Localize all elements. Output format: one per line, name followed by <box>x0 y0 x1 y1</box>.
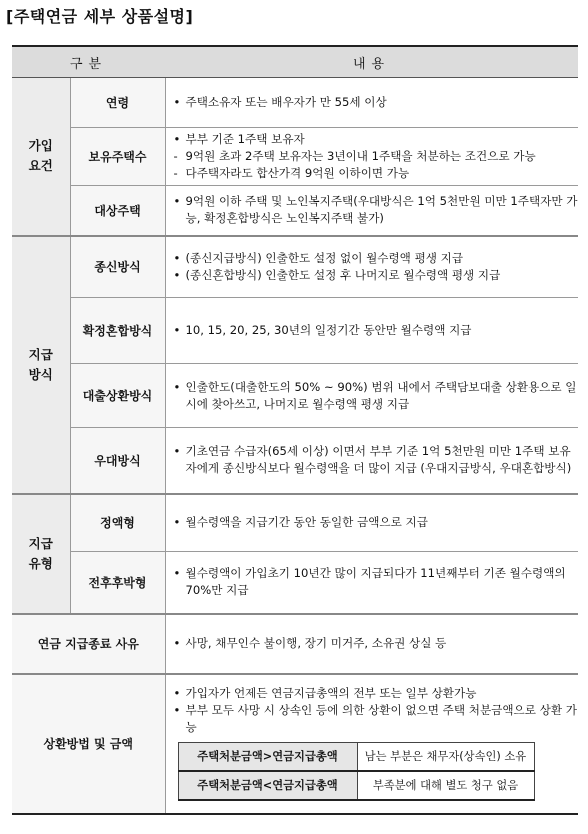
row-label-target-house: 대상주택 <box>70 186 165 236</box>
category-label: 가입 <box>28 138 53 154</box>
bullet-item: • (종신지급방식) 인출한도 설정 없이 월수령액 평생 지급 <box>172 250 579 267</box>
dash-item: - 다주택자라도 합산가격 9억원 이하이면 가능 <box>172 165 579 182</box>
bullet-item: • 9억원 이하 주택 및 노인복지주택(우대방식은 1억 5천만원 미만 1주택자만 가능, 확정혼합방식은 노인복지주택 불가) <box>172 193 579 227</box>
row-label-house-count: 보유주택수 <box>70 128 165 186</box>
comparison-value: 남는 부분은 채무자(상속인) 소유 <box>357 742 534 771</box>
row-content-repayment <box>165 674 578 814</box>
page-title: [주택연금 세부 상품설명] <box>6 7 194 26</box>
category-label: 유형 <box>28 555 53 571</box>
table-row <box>12 236 578 298</box>
row-content-preferential <box>165 428 578 494</box>
bullet-item: • 사망, 채무인수 불이행, 장기 미거주, 소유권 상실 등 <box>172 635 579 652</box>
bullet-item: • 부부 모두 사망 시 상속인 등에 의한 상환이 없으면 주택 처분금액으로 상환 가능 <box>172 702 579 736</box>
row-content-house-count <box>165 128 578 186</box>
header-content: 내용 <box>165 46 578 78</box>
comparison-key: 주택처분금액>연금지급총액 <box>178 742 357 771</box>
row-label-repayment: 상환방법 및 금액 <box>12 674 165 814</box>
table-row <box>178 742 534 771</box>
row-content-front-loaded <box>165 552 578 614</box>
category-payment-type <box>12 494 70 614</box>
bullet-item: • 주택소유자 또는 배우자가 만 55세 이상 <box>172 94 579 111</box>
category-label: 방식 <box>28 366 53 382</box>
table-row <box>12 364 578 428</box>
bullet-item: • (종신혼합방식) 인출한도 설정 후 나머지로 월수령액 평생 지급 <box>172 267 579 284</box>
table-row <box>12 298 578 364</box>
bullet-item: • 월수령액을 지급기간 동안 동일한 금액으로 지급 <box>172 514 579 531</box>
table-row <box>12 614 578 674</box>
table-row <box>12 494 578 552</box>
dash-item: - 9억원 초과 2주택 보유자는 3년이내 1주택을 처분하는 조건으로 가능 <box>172 148 579 165</box>
row-content-termination <box>165 614 578 674</box>
category-label: 요건 <box>28 158 53 174</box>
category-label: 지급 <box>28 535 53 551</box>
row-label-age: 연령 <box>70 78 165 128</box>
bullet-item: • 인출한도(대출한도의 50% ~ 90%) 범위 내에서 주택담보대출 상환용으로 일시에 찾아쓰고, 나머지로 월수령액 평생 지급 <box>172 379 579 413</box>
row-label-front-loaded: 전후후박형 <box>70 552 165 614</box>
row-label-fixed-mixed: 확정혼합방식 <box>70 298 165 364</box>
bullet-item: • 기초연금 수급자(65세 이상) 이면서 부부 기준 1억 5천만원 미만 1주택 보유자에게 종신방식보다 월수령액을 더 많이 지급 (우대지급방식, 우대혼합방식) <box>172 443 579 477</box>
category-eligibility <box>12 78 70 236</box>
category-label: 지급 <box>28 346 53 362</box>
table-header-row <box>12 46 578 78</box>
row-content-age <box>165 78 578 128</box>
table-row <box>12 674 578 814</box>
row-label-lifetime: 종신방식 <box>70 236 165 298</box>
row-content-fixed-mixed <box>165 298 578 364</box>
row-content-fixed-amount <box>165 494 578 552</box>
category-payment-method <box>12 236 70 494</box>
comparison-key: 주택처분금액<연금지급총액 <box>178 771 357 800</box>
bullet-item: • 10, 15, 20, 25, 30년의 일정기간 동안만 월수령액 지급 <box>172 322 579 339</box>
table-row <box>12 428 578 494</box>
row-content-loan-repayment <box>165 364 578 428</box>
comparison-value: 부족분에 대해 별도 청구 없음 <box>357 771 534 800</box>
table-row <box>12 78 578 128</box>
row-content-lifetime <box>165 236 578 298</box>
row-label-fixed-amount: 정액형 <box>70 494 165 552</box>
row-label-loan-repayment: 대출상환방식 <box>70 364 165 428</box>
bullet-item: • 가입자가 언제든 연금지급총액의 전부 또는 일부 상환가능 <box>172 685 579 702</box>
table-row <box>12 128 578 186</box>
header-category: 구분 <box>12 46 165 78</box>
row-label-preferential: 우대방식 <box>70 428 165 494</box>
row-content-target-house <box>165 186 578 236</box>
bullet-item: • 월수령액이 가입초기 10년간 많이 지급되다가 11년째부터 기존 월수령액의 70%만 지급 <box>172 565 579 599</box>
table-row <box>12 186 578 236</box>
bullet-item: • 부부 기준 1주택 보유자 <box>172 131 579 148</box>
row-label-termination: 연금 지급종료 사유 <box>12 614 165 674</box>
product-details-table <box>12 45 578 815</box>
repayment-comparison-table <box>178 742 535 801</box>
table-row <box>12 552 578 614</box>
table-row <box>178 771 534 800</box>
